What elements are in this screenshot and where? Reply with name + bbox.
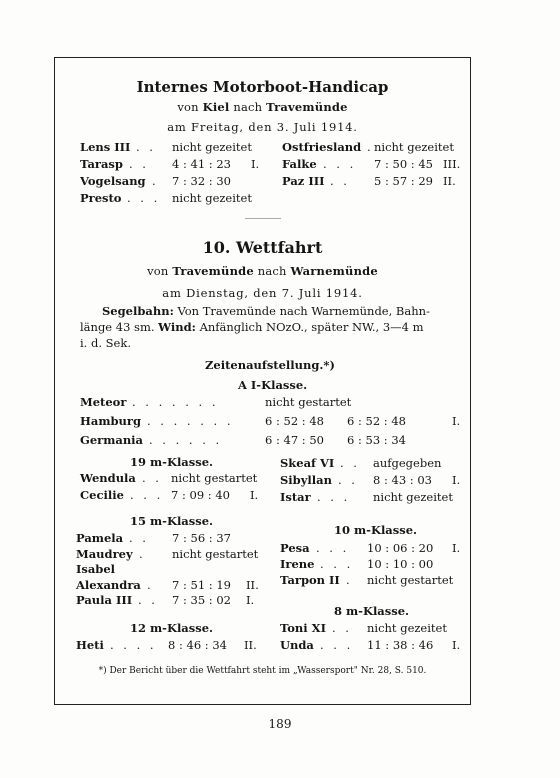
boat-name: Tarpon II (280, 573, 340, 587)
finish-time: 6 : 52 : 48 (265, 414, 324, 428)
boat-name: Alexandra (76, 577, 141, 592)
leader-dots: . . (136, 140, 156, 154)
placing: I. (452, 638, 461, 652)
placing: I. (251, 157, 260, 171)
page-number: 189 (268, 717, 292, 731)
placing: II. (246, 577, 259, 592)
boat-name: Tarasp (80, 157, 123, 171)
result-row (0, 473, 560, 489)
leader-dots: . . (129, 157, 149, 171)
boat-name: Istar (280, 490, 311, 504)
leader-dots: . . . (317, 490, 351, 504)
corrected-time: 6 : 52 : 48 (347, 414, 406, 428)
leader-dots: . . . . . . . (147, 414, 234, 428)
divider (245, 218, 281, 219)
placing: I. (452, 541, 461, 555)
leader-dots: . (152, 174, 159, 188)
boat-name: Falke (282, 157, 317, 171)
boat-name: Pamela (76, 531, 124, 545)
result-row (0, 638, 560, 654)
leader-dots: . . (330, 174, 350, 188)
placing: II. (443, 174, 456, 188)
corrected-time: 6 : 53 : 34 (347, 433, 406, 447)
finish-time: nicht gezeitet (373, 490, 453, 504)
leader-dots: . . . (320, 638, 354, 652)
race2-title: 10. Wettfahrt (202, 238, 323, 257)
class15-heading: 15 m-Klasse. (130, 514, 214, 528)
leader-dots: . . . (320, 557, 354, 571)
placing: I. (452, 473, 461, 487)
race2-date: am Dienstag, den 7. Juli 1914. (162, 286, 363, 300)
boat-name: Pesa (280, 541, 310, 555)
boat-name: Germania (80, 433, 143, 447)
leader-dots: . . (332, 621, 352, 635)
result-row (0, 140, 560, 156)
result-row (0, 456, 560, 472)
leader-dots: . (147, 577, 154, 592)
class8-heading: 8 m-Klasse. (334, 604, 410, 618)
boat-name: Wendula (80, 471, 136, 485)
leader-dots: . . . . . . . (132, 395, 219, 409)
finish-time: 6 : 47 : 50 (265, 433, 324, 447)
boat-name: Presto (80, 191, 122, 205)
finish-time: nicht gezeitet (172, 140, 252, 154)
finish-time: nicht gezeitet (367, 621, 447, 635)
finish-time: 10 : 06 : 20 (367, 541, 434, 555)
finish-time: 10 : 10 : 00 (367, 557, 434, 571)
finish-time: 8 : 46 : 34 (168, 638, 227, 652)
placing: III. (443, 157, 461, 171)
class19-heading: 19 m-Klasse. (130, 455, 214, 469)
finish-time: nicht gezeitet (172, 191, 252, 205)
times-heading: Zeitenaufstellung.*) (205, 358, 335, 372)
finish-time: 7 : 32 : 30 (172, 174, 231, 188)
boat-name: Meteor (80, 395, 127, 409)
leader-dots: . . (338, 473, 358, 487)
placing: I. (452, 414, 461, 428)
result-row (0, 593, 560, 609)
race1-title: Internes Motorboot-Handicap (136, 78, 389, 96)
race1-date: am Freitag, den 3. Juli 1914. (167, 120, 358, 134)
finish-time: 7 : 35 : 02 (172, 593, 231, 607)
finish-time: 4 : 41 : 23 (172, 157, 231, 171)
result-row (0, 573, 560, 589)
boat-name: Hamburg (80, 414, 141, 428)
boat-name: Vogelsang (80, 174, 146, 188)
result-row (0, 621, 560, 637)
finish-time: nicht gezeitet (374, 140, 454, 154)
finish-time: aufgegeben (373, 456, 442, 470)
result-row (0, 490, 560, 506)
result-row (0, 174, 560, 190)
leader-dots: . . (340, 456, 360, 470)
finish-time: nicht gestartet (367, 573, 454, 587)
finish-time: 7 : 50 : 45 (374, 157, 433, 171)
boat-name: Toni XI (280, 621, 326, 635)
footnote: *) Der Bericht über die Wettfahrt steht im „Wassersport" Nr. 28, S. 510. (98, 666, 427, 676)
finish-time: 7 : 09 : 40 (171, 488, 230, 502)
result-row (0, 433, 560, 449)
boat-name: Irene (280, 557, 315, 571)
finish-time: nicht gestartet (265, 395, 352, 409)
course-paragraph: Segelbahn: Von Travemünde nach Warnemünde, Bahn- länge 43 sm. Wind: Anfänglich NOzO., später NW., 3—4 m i. d. Sek. (80, 304, 430, 350)
leader-dots: . . (129, 531, 149, 545)
result-row (0, 557, 560, 573)
leader-dots: . . . . (110, 638, 157, 652)
boat-name: Ostfriesland (282, 140, 362, 154)
finish-time: nicht gestartet (172, 546, 259, 561)
boat-name: Maudrey (76, 546, 133, 561)
result-row (0, 191, 560, 207)
result-row (0, 541, 560, 557)
boat-name: Paula III (76, 593, 133, 607)
leader-dots: . . . . . . (149, 433, 223, 447)
finish-time: 7 : 51 : 19 (172, 577, 231, 592)
finish-time: 7 : 56 : 37 (172, 531, 231, 545)
leader-dots: . . . (127, 191, 161, 205)
class12-heading: 12 m-Klasse. (130, 621, 214, 635)
boat-name: Sibyllan (280, 473, 332, 487)
result-row (0, 157, 560, 173)
finish-time: nicht gestartet (171, 471, 258, 485)
leader-dots: . . . (316, 541, 350, 555)
finish-time: 8 : 43 : 03 (373, 473, 432, 487)
finish-time: 11 : 38 : 46 (367, 638, 434, 652)
race1-route: von Kiel nach Travemünde (177, 100, 348, 114)
placing: I. (246, 593, 255, 607)
class10-heading: 10 m-Klasse. (334, 523, 418, 537)
leader-dots: . (367, 140, 374, 154)
boat-name: Skeaf VI (280, 456, 335, 470)
leader-dots: . (139, 546, 146, 561)
classA-heading: A I-Klasse. (238, 378, 308, 392)
result-row (0, 395, 560, 411)
finish-time: 5 : 57 : 29 (374, 174, 433, 188)
leader-dots: . . (138, 593, 158, 607)
leader-dots: . . (142, 471, 162, 485)
leader-dots: . . . (130, 488, 164, 502)
boat-name: Lens III (80, 140, 131, 154)
placing: II. (244, 638, 257, 652)
leader-dots: . (346, 573, 353, 587)
leader-dots: . . . (323, 157, 357, 171)
result-row (0, 414, 560, 430)
race2-route: von Travemünde nach Warnemünde (147, 264, 378, 278)
boat-name: Unda (280, 638, 314, 652)
boat-name: Isabel (76, 562, 116, 576)
boat-name: Cecilie (80, 488, 124, 502)
boat-name: Paz III (282, 174, 325, 188)
boat-name: Heti (76, 638, 104, 652)
placing: I. (250, 488, 259, 502)
